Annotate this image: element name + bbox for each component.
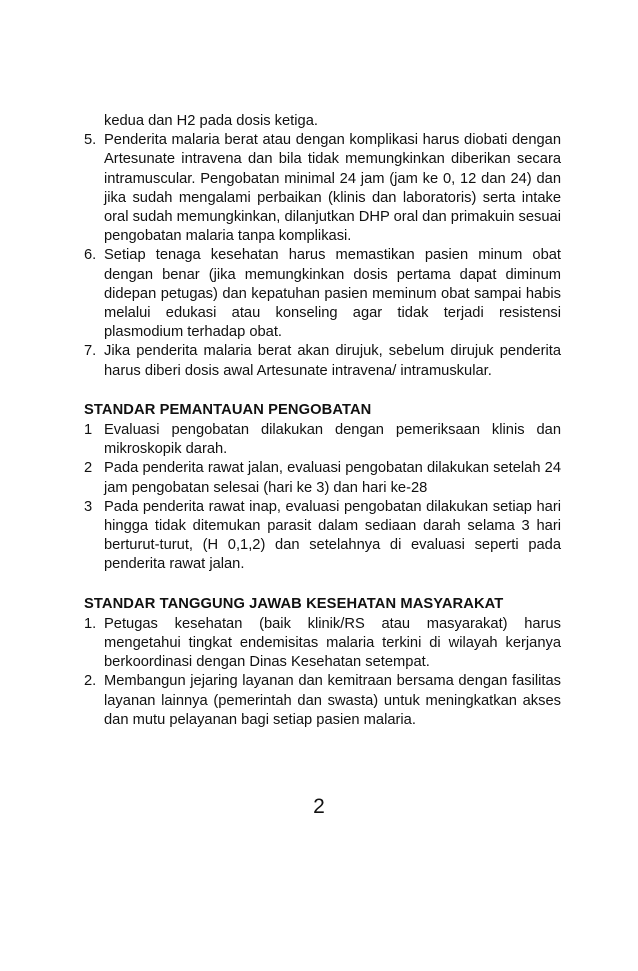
list-item [84, 421, 561, 459]
page-number: 2 [313, 795, 325, 818]
list-text: Setiap tenaga kesehatan harus memastikan pasien minum obat dengan benar (jika memungkinkan dosis pertama dapat diminum didepan petugas) dan kepatuhan pasien meminum obat sampai habis melalui edukasi atau konseling agar tidak terjadi resistensi plasmodium terhadap obat. [104, 247, 561, 341]
list-item [84, 342, 561, 380]
document-page [84, 112, 561, 730]
section-heading-monitoring: STANDAR PEMANTAUAN PENGOBATAN [84, 401, 372, 418]
list-text: Membangun jejaring layanan dan kemitraan bersama dengan fasilitas layanan lainnya (pemerintah dan swasta) untuk meningkatkan akses dan mutu pelayanan bagi setiap pasien malaria. [104, 673, 561, 728]
list-number: 1. [84, 615, 97, 632]
list-text: Evaluasi pengobatan dilakukan dengan pemeriksaan klinis dan mikroskopik darah. [104, 422, 561, 458]
list-number: 2 [84, 460, 93, 477]
continuation-text: kedua dan H2 pada dosis ketiga. [104, 113, 318, 129]
list-number: 2. [84, 673, 97, 690]
list-number: 6. [84, 247, 97, 264]
list-text: Penderita malaria berat atau dengan komplikasi harus diobati dengan Artesunate intravena dan bila tidak memungkinkan diberikan secara intramuscular. Pengobatan minimal 24 jam (jam ke 0, 12 dan 24) dan jika sudah mengalami perbaikan (klinis dan laboratoris) serta intake oral sudah memungkinkan, dilanjutkan DHP oral dan primakuin sesuai pengobatan malaria tanpa komplikasi. [104, 132, 561, 245]
list-text: Jika penderita malaria berat akan dirujuk, sebelum dirujuk penderita harus diberi dosis awal Artesunate intravena/ intramuskular. [104, 343, 561, 379]
list-number: 1 [84, 422, 93, 439]
list-item [84, 615, 561, 673]
list-text: Petugas kesehatan (baik klinik/RS atau masyarakat) harus mengetahui tingkat endemisitas malaria terkini di wilayah kerjanya berkoordinasi dengan Dinas Kesehatan setempat. [104, 615, 561, 671]
list-item [84, 131, 561, 246]
list-number: 7. [84, 343, 97, 360]
section-heading-public-health: STANDAR TANGGUNG JAWAB KESEHATAN MASYARAKAT [84, 595, 504, 612]
list-item [84, 459, 561, 497]
list-number: 5. [84, 132, 97, 149]
list-item [84, 672, 561, 730]
list-item [84, 246, 561, 342]
list-text: Pada penderita rawat jalan, evaluasi pengobatan dilakukan setelah 24 jam pengobatan selesai (hari ke 3) dan hari ke-28 [104, 460, 561, 496]
list-text: Pada penderita rawat inap, evaluasi pengobatan dilakukan setiap hari hingga tidak ditemukan parasit dalam sediaan darah selama 3 hari berturut-turut, (H 0,1,2) dan setelahnya di evaluasi seperti pada penderita rawat jalan. [104, 498, 561, 573]
list-item [84, 498, 561, 575]
list-number: 3 [84, 498, 93, 515]
